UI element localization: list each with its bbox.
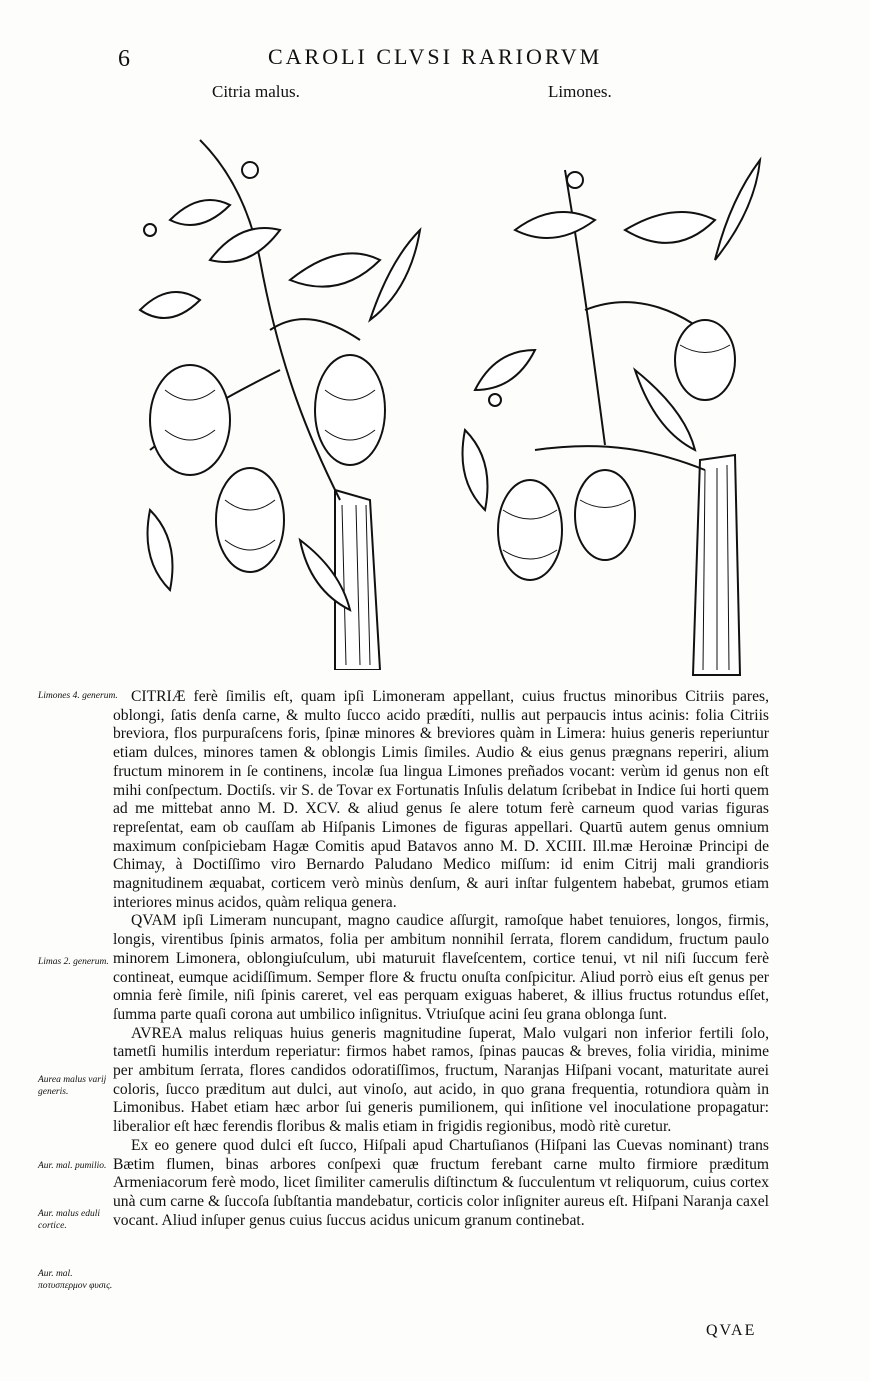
running-head: CAROLI CLVSI RARIORVM: [268, 44, 603, 69]
margin-note: Aurea malus varij generis.: [38, 1075, 107, 1097]
margin-note: Aur. mal. ποτυσπερμον φυσις.: [38, 1269, 113, 1291]
plate-caption-citria: Citria malus.: [212, 82, 300, 101]
margin-note: Limones 4. generum.: [38, 691, 118, 701]
page-number: 6: [118, 46, 130, 72]
catchword: QVAE: [706, 1322, 757, 1339]
paragraph-citriae: CITRIÆ ferè ſimilis eſt, quam ipſi Limoneram appellant, cuius fructus minoribus Citriis pares, oblongi, ſatis denſa carne, & multo ſucco acido prædíti, nullis aut perpaucis intus acinis: folia Citriis breviora, flos purpuraſcens foris, ſpinæ minores & breviores quàm in Limera: huius generis reperiuntur etiam dulces, minores tamen & oblongis Limis ſimiles. Audio & eius genus prægnans reperiri, alium fructum minorem in ſe continens, incolæ ſua lingua Limones preñados vocant: verùm id genus non eſt mihi conſpectum. Doctiſs. vir S. de Tovar ex Fortunatis Inſulis delatum ſcribebat in Indice ſui horti quem ad me mittebat anno M. D. XCV. & aliud genus ſe alere totum ferè carneum quod varias figuras repreſentat, eam ob cauſſam ab Hiſpanis Limones de figuras appellari. Quartū autem genus omnium maximum conſpiciebam Hagæ Comitis apud Batavos anno M. D. XCIII. Ill.mæ Heroinæ Principi de Chimay, à Doctiſſimo viro Bernardo Paludano Medico miſſum: id enim Citrij mali grandioris magnitudinem æquabat, corticem verò minùs denſum, & auri inſtar fulgentem habebat, grumos etiam interiores minus acidos, quàm reliqua genera.: [113, 688, 769, 911]
lemon-branch-illustration: [455, 110, 775, 680]
margin-note: Aur. malus eduli cortice.: [38, 1209, 101, 1231]
citron-branch-illustration: [110, 110, 430, 670]
margin-note: Limas 2. generum.: [38, 957, 109, 967]
paragraph-limera: QVAM ipſi Limeram nuncupant, magno caudice aſſurgit, ramoſque habet tenuiores, longos, firmis, longis, virentibus ſpinis armatos, folia per ambitum nonnihil ſerrata, florem candidum, fructum paulo minorem Limonera, oblongiuſculum, ubi maturuit flaveſcentem, cortice tenui, vt nil niſi ſuccum ferè contineat, eumque acidiſſimum. Semper flore & fructu onuſta conſpicitur. Aliud porrò eius eſt genus per omnia ferè ſimile, niſi ſpinis careret, vel eas perquam exiguas haberet, & illius fructus rotundus eſſet, ſumma parte quaſi corona aut umbilico inſignitus. Vtriuſque acini ſeu grana oblonga ſunt.: [113, 912, 769, 1023]
plate-caption-limones: Limones.: [548, 82, 612, 101]
body-text: [113, 688, 769, 1230]
paragraph-aurea: AVREA malus reliquas huius generis magnitudine ſuperat, Malo vulgari non inferior fertili ſolo, tametſi humilis interdum reperiatur: firmos habet ramos, ſpinas paucas & breves, folia viridia, minime per ambitum ſerrata, flores candidos odoratiſſimos, fructum, Naranjas Hiſpani vocant, maturitate aurei coloris, ſucco præditum aut dulci, aut vinoſo, aut acido, in quo grana frequentia, rotundiora quàm in Limonibus. Habet etiam hæc arbor ſui generis pumilionem, qui inſitione vel inoculatione propagatur: liberalior eſt hæc ferendis floribus & malis etiam in frigidis regionibus, modò ritè curetur.: [113, 1024, 769, 1136]
paragraph-dulci: Ex eo genere quod dulci eſt ſucco, Hiſpali apud Chartuſianos (Hiſpani las Cuevas nominant) trans Bætim flumen, binas arbores conſpexi quæ fructum ferebant carne multo firmiore præditum Armeniacorum ferè modo, licet ſimiliter camerulis diſtinctum & ſucculentum vt reliquorum, cuius cortex unà cum carne & ſuccoſa ſubſtantia mandebatur, corticis color inſigniter aureus eſt. Hiſpani Naranja caxel vocant. Aliud inſuper genus cuius ſuccus acidus unicum granum continebat.: [113, 1136, 769, 1229]
margin-note: Aur. mal. pumilio.: [38, 1161, 107, 1171]
